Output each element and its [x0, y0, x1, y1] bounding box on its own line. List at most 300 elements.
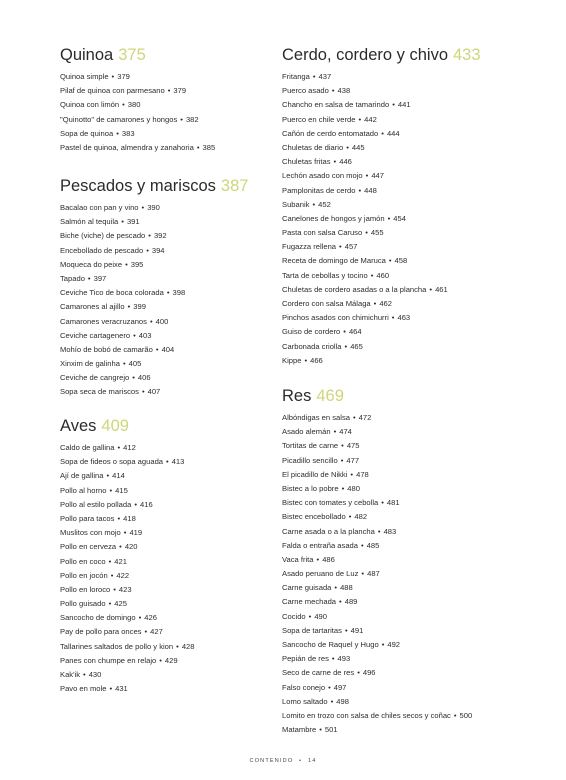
recipe-page-number: 493	[337, 654, 351, 664]
separator-dot: •	[132, 373, 135, 383]
separator-dot: •	[358, 185, 362, 195]
recipe-name: Cañón de cerdo entomatado	[282, 128, 379, 138]
recipe-entry	[60, 654, 300, 668]
separator-dot: •	[312, 199, 316, 209]
separator-dot: •	[361, 569, 365, 579]
recipe-entry	[60, 498, 300, 512]
recipe-entry	[282, 113, 532, 127]
separator-dot: •	[176, 641, 179, 651]
recipe-page-number: 458	[394, 256, 408, 266]
separator-dot: •	[391, 313, 395, 323]
recipe-name: Pollo en loroco	[60, 584, 111, 594]
recipe-page-number: 501	[324, 725, 338, 735]
recipe-name: Fugazza rellena	[282, 242, 337, 252]
separator-dot: •	[344, 341, 348, 351]
separator-dot: •	[122, 359, 126, 369]
recipe-entry	[60, 113, 300, 127]
recipe-entry	[282, 212, 532, 226]
separator-dot: •	[373, 299, 377, 308]
separator-dot: •	[319, 725, 322, 735]
recipe-page-number: 390	[147, 203, 160, 212]
recipe-page-number: 460	[376, 270, 390, 280]
recipe-entry	[60, 272, 300, 286]
separator-dot: •	[328, 682, 331, 692]
separator-dot: •	[133, 330, 136, 340]
recipe-name: El picadillo de Nikki	[282, 469, 348, 479]
recipe-page-number: 500	[459, 710, 473, 720]
separator-dot: •	[381, 498, 384, 508]
recipe-name: Pollo al horno	[60, 485, 107, 495]
recipe-page-number: 400	[155, 316, 169, 326]
recipe-name: Sopa seca de mariscos	[60, 387, 139, 397]
section-page-number: 387	[220, 177, 249, 195]
recipe-page-number: 385	[202, 142, 216, 152]
separator-dot: •	[377, 526, 381, 536]
recipe-name: Pollo en cerveza	[60, 542, 117, 552]
recipe-page-number: 496	[362, 668, 376, 678]
separator-dot: •	[331, 86, 335, 96]
separator-dot: •	[117, 513, 121, 523]
recipe-page-number: 438	[337, 86, 351, 96]
separator-dot: •	[370, 270, 374, 280]
recipe-page-number: 379	[173, 86, 187, 96]
recipe-name: Quinoa con limón	[60, 100, 120, 110]
recipe-entry	[282, 695, 532, 709]
recipe-page-number: 457	[344, 242, 358, 252]
separator-dot: •	[304, 355, 308, 365]
separator-dot: •	[346, 142, 349, 152]
recipe-name: Tapado	[60, 273, 85, 283]
recipe-page-number: 455	[370, 228, 384, 238]
recipe-page-number: 406	[137, 373, 151, 383]
section-page-number: 375	[118, 46, 146, 64]
recipe-page-number: 482	[354, 512, 368, 522]
recipe-page-number: 426	[144, 613, 157, 623]
recipe-list	[60, 441, 300, 696]
recipe-name: Falso conejo	[282, 682, 326, 692]
recipe-entry	[60, 484, 300, 498]
recipe-name: Sopa de fideos o sopa aguada	[60, 457, 164, 467]
recipe-name: Mohío de bobó de camarão	[60, 344, 153, 354]
recipe-name: Muslitos con mojo	[60, 528, 121, 538]
section-title	[60, 414, 300, 438]
recipe-page-number: 488	[340, 583, 353, 593]
separator-dot: •	[106, 471, 110, 481]
recipe-entry	[282, 425, 532, 439]
separator-dot: •	[196, 142, 200, 152]
recipe-name: Pinchos asados con chimichurri	[282, 313, 389, 323]
recipe-name: Receta de domingo de Maruca	[282, 256, 386, 266]
recipe-page-number: 430	[88, 670, 102, 679]
recipe-page-number: 472	[358, 413, 372, 422]
recipe-list	[282, 70, 532, 368]
recipe-name: Albóndigas en salsa	[282, 413, 350, 422]
recipe-name: Fritanga	[282, 72, 310, 81]
recipe-entry	[282, 84, 532, 98]
recipe-page-number: 487	[367, 569, 380, 579]
separator-dot: •	[352, 413, 356, 422]
recipe-name: Falda o entraña asada	[282, 540, 358, 550]
recipe-entry	[60, 512, 300, 526]
recipe-name: Pamplonitas de cerdo	[282, 185, 356, 195]
section-title-text: Quinoa	[60, 46, 114, 64]
separator-dot: •	[331, 654, 335, 664]
separator-dot: •	[121, 217, 124, 227]
recipe-entry	[60, 469, 300, 483]
recipe-page-number: 407	[147, 387, 161, 397]
section-title-text: Pescados y mariscos	[60, 177, 216, 195]
recipe-page-number: 429	[164, 655, 178, 665]
separator-dot: •	[334, 583, 338, 593]
recipe-name: "Quinotto" de camarones y hongos	[60, 114, 178, 124]
separator-dot: •	[138, 613, 142, 623]
recipe-name: Lomo saltado	[282, 696, 328, 706]
recipe-list	[60, 70, 300, 155]
recipe-page-number: 425	[114, 599, 127, 609]
recipe-name: Lomito en trozo con salsa de chiles secos y coñac	[282, 710, 451, 720]
recipe-name: Picadillo sencillo	[282, 455, 338, 465]
recipe-name: Carbonada criolla	[282, 341, 342, 351]
recipe-page-number: 423	[118, 584, 132, 594]
separator-dot: •	[357, 668, 360, 678]
recipe-name: Salmón al tequila	[60, 217, 119, 227]
recipe-page-number: 445	[351, 142, 365, 152]
recipe-name: Puerco asado	[282, 86, 329, 96]
recipe-page-number: 442	[364, 114, 377, 124]
recipe-entry	[60, 357, 300, 371]
recipe-entry	[60, 244, 300, 258]
separator-dot: •	[387, 213, 391, 223]
recipe-page-number: 422	[116, 570, 130, 580]
recipe-page-number: 489	[344, 597, 358, 607]
recipe-name: Bistec con tomates y cebolla	[282, 498, 379, 508]
recipe-entry	[60, 540, 300, 554]
separator-dot: •	[344, 625, 348, 635]
recipe-page-number: 392	[153, 231, 167, 241]
recipe-name: Vaca frita	[282, 554, 314, 564]
recipe-entry	[282, 311, 532, 325]
recipe-entry	[282, 525, 532, 539]
recipe-name: Pollo guisado	[60, 599, 106, 609]
separator-dot: •	[381, 640, 385, 649]
recipe-entry	[282, 496, 532, 510]
recipe-entry	[282, 581, 532, 595]
recipe-entry	[282, 354, 532, 368]
recipe-name: Ceviche Tico de boca colorada	[60, 288, 164, 298]
recipe-entry	[282, 70, 532, 84]
recipe-name: Carne guisada	[282, 583, 332, 593]
recipe-page-number: 415	[115, 485, 128, 495]
recipe-page-number: 398	[172, 288, 186, 298]
recipe-name: Subanik	[282, 199, 310, 209]
separator-dot: •	[341, 483, 345, 493]
recipe-name: Chuletas de cordero asadas o a la plancha	[282, 284, 427, 294]
recipe-name: Panes con chumpe en relajo	[60, 655, 157, 665]
recipe-entry	[60, 98, 300, 112]
recipe-entry	[60, 682, 300, 696]
recipe-entry	[60, 286, 300, 300]
recipe-name: Chuletas fritas	[282, 157, 331, 167]
recipe-name: Pavo en mole	[60, 684, 107, 694]
recipe-page-number: 383	[121, 128, 135, 138]
recipe-name: Xinxim de galinha	[60, 359, 120, 369]
separator-dot: •	[144, 627, 148, 637]
recipe-page-number: 431	[115, 684, 128, 694]
recipe-entry	[282, 297, 532, 311]
footer-page-number: 14	[307, 758, 317, 764]
recipe-entry	[282, 553, 532, 567]
recipe-entry	[60, 300, 300, 314]
recipe-entry	[282, 539, 532, 553]
recipe-entry	[60, 329, 300, 343]
separator-dot: •	[312, 72, 316, 81]
separator-dot: •	[108, 556, 112, 566]
recipe-name: Lechón asado con mojo	[282, 171, 363, 181]
separator-dot: •	[141, 203, 145, 212]
recipe-entry	[60, 526, 300, 540]
recipe-name: Encebollado de pescado	[60, 245, 144, 255]
recipe-entry	[282, 226, 532, 240]
separator-dot: •	[87, 273, 91, 283]
recipe-name: Bistec encebollado	[282, 512, 346, 522]
separator-dot: •	[340, 455, 344, 465]
recipe-page-number: 446	[339, 157, 352, 167]
section-page-number: 433	[453, 46, 481, 64]
section-page-number: 469	[316, 387, 344, 405]
recipe-page-number: 419	[129, 528, 143, 538]
recipe-name: Camarones veracruzanos	[60, 316, 147, 326]
recipe-entry	[282, 254, 532, 268]
recipe-page-number: 416	[140, 499, 153, 509]
separator-dot: •	[358, 114, 362, 124]
recipe-name: Chuletas de diario	[282, 142, 344, 152]
recipe-entry	[282, 340, 532, 354]
separator-dot: •	[339, 597, 342, 607]
recipe-entry	[282, 666, 532, 680]
recipe-page-number: 399	[133, 302, 146, 312]
recipe-page-number: 380	[127, 100, 141, 110]
separator-dot: •	[123, 528, 127, 538]
section-title	[282, 43, 532, 67]
separator-dot: •	[166, 288, 170, 298]
recipe-entry	[60, 127, 300, 141]
recipe-name: Tarta de cebollas y tocino	[282, 270, 368, 280]
recipe-page-number: 475	[346, 441, 360, 451]
section-title-text: Res	[282, 387, 312, 405]
recipe-name: Quinoa simple	[60, 72, 109, 81]
recipe-name: Tallarines saltados de pollo y kion	[60, 641, 174, 651]
recipe-entry	[282, 240, 532, 254]
recipe-name: Ceviche de cangrejo	[60, 373, 130, 383]
recipe-page-number: 428	[181, 641, 195, 651]
recipe-entry	[60, 569, 300, 583]
recipe-entry	[282, 184, 532, 198]
recipe-entry	[60, 441, 300, 455]
recipe-name: Kippe	[282, 355, 302, 365]
recipe-page-number: 492	[387, 640, 401, 649]
separator-dot: •	[348, 512, 352, 522]
recipe-name: Sopa de quinoa	[60, 128, 114, 138]
separator-dot: •	[148, 231, 151, 241]
separator-dot: •	[333, 157, 337, 167]
section-aves	[60, 414, 300, 696]
recipe-entry	[60, 640, 300, 654]
recipe-page-number: 491	[350, 625, 364, 635]
recipe-page-number: 394	[151, 245, 165, 255]
section-page-number: 409	[101, 417, 129, 435]
section-title-text: Cerdo, cordero y chivo	[282, 46, 448, 64]
recipe-name: Moqueca do peixe	[60, 259, 123, 269]
recipe-name: Caldo de gallina	[60, 443, 115, 452]
section-res	[282, 384, 532, 737]
recipe-entry	[60, 455, 300, 469]
separator-dot: •	[108, 599, 112, 609]
recipe-list	[282, 411, 532, 737]
section-cerdo-cordero-y-chivo	[282, 43, 532, 368]
footer-separator: •	[299, 758, 303, 764]
separator-dot: •	[308, 611, 312, 621]
separator-dot: •	[155, 344, 159, 354]
recipe-name: Carne asada o a la plancha	[282, 526, 375, 536]
section-quinoa	[60, 43, 300, 155]
recipe-page-number: 414	[112, 471, 125, 481]
recipe-entry	[60, 597, 300, 611]
recipe-page-number: 483	[383, 526, 397, 536]
separator-dot: •	[117, 443, 121, 452]
separator-dot: •	[180, 114, 183, 124]
separator-dot: •	[109, 684, 113, 694]
separator-dot: •	[381, 128, 384, 138]
recipe-name: Pay de pollo para onces	[60, 627, 142, 637]
section-title	[60, 43, 300, 67]
recipe-entry	[282, 169, 532, 183]
recipe-name: Sancocho de Raquel y Hugo	[282, 640, 379, 649]
recipe-page-number: 452	[318, 199, 331, 209]
recipe-entry	[60, 555, 300, 569]
recipe-entry	[282, 709, 532, 723]
recipe-entry	[282, 283, 532, 297]
recipe-page-number: 485	[366, 540, 380, 550]
recipe-entry	[282, 610, 532, 624]
recipe-page-number: 395	[130, 259, 144, 269]
recipe-page-number: 497	[333, 682, 347, 692]
separator-dot: •	[110, 570, 114, 580]
separator-dot: •	[339, 242, 342, 252]
separator-dot: •	[392, 100, 395, 110]
separator-dot: •	[119, 542, 122, 552]
separator-dot: •	[365, 228, 368, 238]
recipe-page-number: 448	[364, 185, 377, 195]
recipe-entry	[60, 70, 300, 84]
recipe-name: Ceviche cartagenero	[60, 330, 131, 340]
recipe-page-number: 477	[346, 455, 360, 465]
separator-dot: •	[166, 457, 169, 467]
recipe-name: Cordero con salsa Málaga	[282, 299, 371, 308]
recipe-page-number: 480	[347, 483, 360, 493]
recipe-entry	[282, 624, 532, 638]
recipe-page-number: 444	[386, 128, 400, 138]
recipe-name: Sopa de tartaritas	[282, 625, 342, 635]
recipe-name: Canelones de hongos y jamón	[282, 213, 385, 223]
separator-dot: •	[127, 302, 131, 312]
recipe-entry	[282, 98, 532, 112]
recipe-page-number: 465	[350, 341, 363, 351]
separator-dot: •	[113, 584, 116, 594]
recipe-name: Pasta con salsa Caruso	[282, 228, 363, 238]
recipe-page-number: 441	[397, 100, 411, 110]
recipe-entry	[282, 454, 532, 468]
recipe-page-number: 463	[397, 313, 411, 323]
recipe-entry	[282, 681, 532, 695]
section-title-text: Aves	[60, 417, 97, 435]
recipe-page-number: 464	[348, 327, 362, 337]
recipe-entry	[60, 611, 300, 625]
recipe-name: Bistec a lo pobre	[282, 483, 339, 493]
recipe-name: Pollo para tacos	[60, 513, 115, 523]
recipe-entry	[60, 625, 300, 639]
recipe-entry	[282, 155, 532, 169]
section-title	[60, 174, 300, 198]
separator-dot: •	[167, 86, 171, 96]
recipe-entry	[282, 723, 532, 737]
recipe-name: Ají de gallina	[60, 471, 104, 481]
recipe-page-number: 461	[435, 284, 448, 294]
recipe-entry	[282, 325, 532, 339]
recipe-entry	[282, 652, 532, 666]
recipe-entry	[60, 315, 300, 329]
recipe-name: Cocido	[282, 611, 306, 621]
recipe-entry	[282, 638, 532, 652]
separator-dot: •	[361, 540, 364, 550]
separator-dot: •	[159, 655, 162, 665]
separator-dot: •	[330, 696, 334, 706]
recipe-name: Chancho en salsa de tamarindo	[282, 100, 390, 110]
recipe-page-number: 478	[356, 469, 369, 479]
recipe-entry	[282, 439, 532, 453]
separator-dot: •	[146, 245, 149, 255]
recipe-page-number: 481	[386, 498, 400, 508]
recipe-page-number: 454	[393, 213, 406, 223]
recipe-entry	[60, 385, 300, 399]
recipe-page-number: 420	[124, 542, 138, 552]
section-pescados-y-mariscos	[60, 174, 300, 400]
recipe-name: Puerco en chile verde	[282, 114, 356, 124]
recipe-name: Asado alemán	[282, 427, 331, 437]
recipe-page-number: 379	[117, 72, 130, 81]
recipe-page-number: 403	[138, 330, 152, 340]
recipe-page-number: 404	[161, 344, 175, 354]
recipe-entry	[282, 482, 532, 496]
separator-dot: •	[429, 284, 433, 294]
recipe-name: Seco de carne de res	[282, 668, 355, 678]
separator-dot: •	[365, 171, 369, 181]
recipe-list	[60, 201, 300, 400]
recipe-page-number: 391	[126, 217, 140, 227]
recipe-name: Pollo en coco	[60, 556, 106, 566]
separator-dot: •	[343, 327, 346, 337]
recipe-page-number: 412	[123, 443, 136, 452]
recipe-name: Pilaf de quinoa con parmesano	[60, 86, 165, 96]
separator-dot: •	[116, 128, 119, 138]
separator-dot: •	[125, 259, 128, 269]
footer-label: CONTENIDO	[249, 758, 294, 764]
recipe-name: Camarones al ajillo	[60, 302, 125, 312]
separator-dot: •	[316, 554, 320, 564]
recipe-entry	[60, 84, 300, 98]
separator-dot: •	[333, 427, 337, 437]
recipe-entry	[282, 595, 532, 609]
recipe-name: Pollo en jocón	[60, 570, 108, 580]
